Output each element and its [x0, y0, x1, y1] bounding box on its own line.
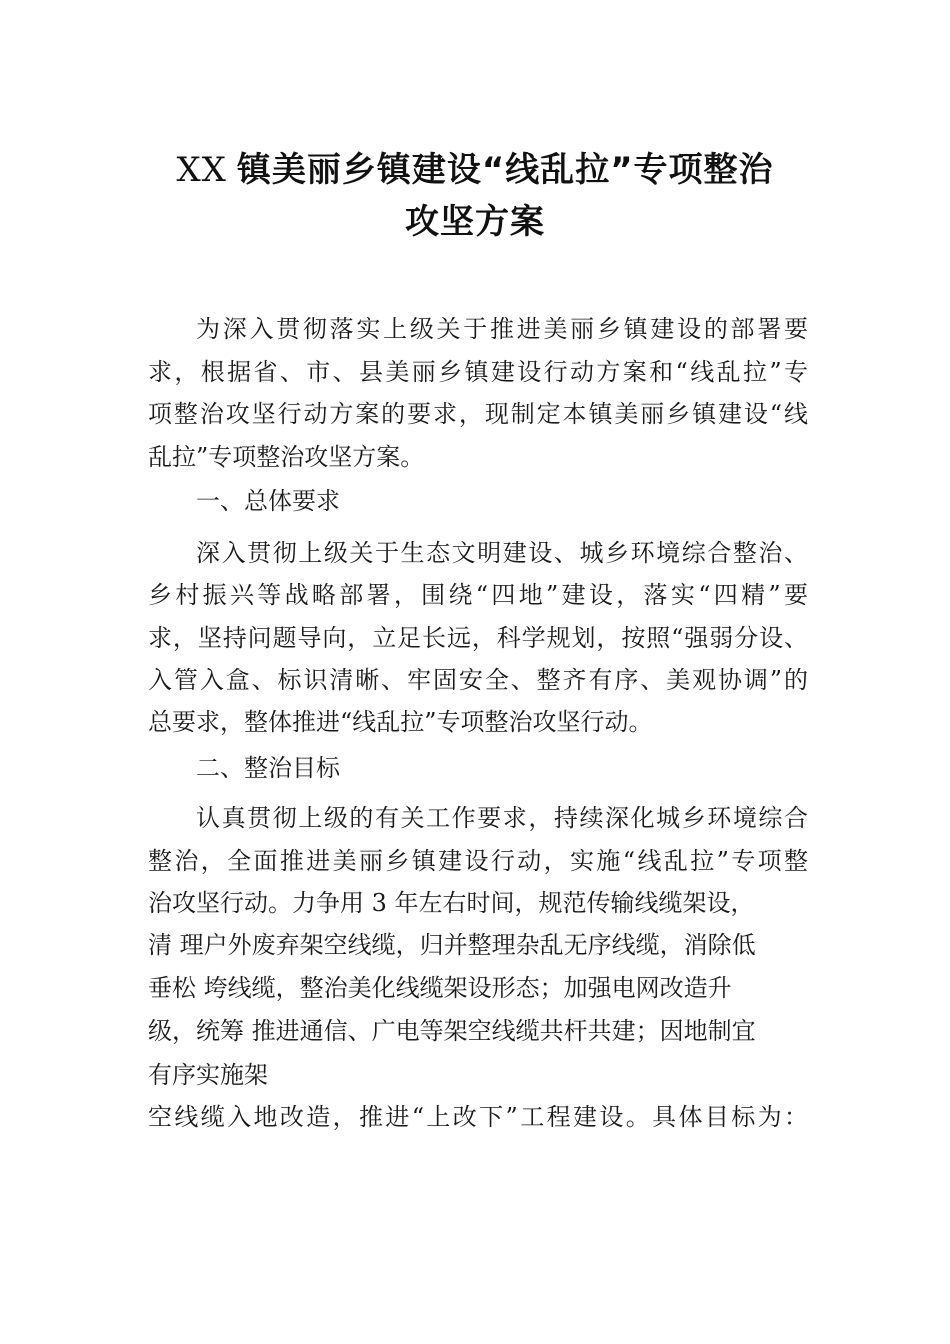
- section-heading-1: 一、总体要求: [196, 487, 340, 515]
- section2-line: 清 理户外废弃架空线缆，归并整理杂乱无序线缆，消除低: [148, 931, 756, 959]
- section1-line: 求，坚持问题导向，立足长远，科学规划，按照“强弱分设、: [148, 624, 808, 652]
- section1-line: 乡村振兴等战略部署，围绕“四地”建设，落实“四精”要: [148, 581, 808, 609]
- section-heading-2: 二、整治目标: [196, 754, 340, 782]
- intro-line: 乱拉”专项整治攻坚方案。: [148, 443, 425, 471]
- title-line-2: 攻坚方案: [405, 202, 545, 242]
- section1-line: 总要求，整体推进“线乱拉”专项整治攻坚行动。: [148, 708, 653, 736]
- section2-line: 整治，全面推进美丽乡镇建设行动，实施“线乱拉”专项整: [148, 847, 808, 875]
- section2-line: 有序实施架: [148, 1061, 268, 1089]
- title-prefix: XX: [176, 150, 227, 190]
- intro-line: 为深入贯彻落实上级关于推进美丽乡镇建设的部署要: [196, 315, 808, 343]
- intro-line: 项整治攻坚行动方案的要求，现制定本镇美丽乡镇建设“线: [148, 400, 808, 428]
- section2-line: 认真贯彻上级的有关工作要求，持续深化城乡环境综合: [196, 804, 808, 832]
- title-line-1: [0, 142, 950, 191]
- section2-line: 级，统筹 推进通信、广电等架空线缆共杆共建；因地制宜: [148, 1017, 756, 1045]
- section1-line: 深入贯彻上级关于生态文明建设、城乡环境综合整治、: [196, 539, 808, 567]
- section2-line: 垂松 垮线缆，整治美化线缆架设形态；加强电网改造升: [148, 974, 732, 1002]
- section1-line: 入管入盒、标识清晰、牢固安全、整齐有序、美观协调”的: [148, 666, 808, 694]
- section2-line: 空线缆入地改造，推进“上改下”工程建设。具体目标为：: [148, 1103, 808, 1131]
- section2-line: 治攻坚行动。力争用 3 年左右时间，规范传输线缆架设，: [148, 889, 755, 917]
- title-text: 镇美丽乡镇建设“线乱拉”专项整治: [236, 150, 774, 190]
- intro-line: 求，根据省、市、县美丽乡镇建设行动方案和“线乱拉”专: [148, 358, 808, 386]
